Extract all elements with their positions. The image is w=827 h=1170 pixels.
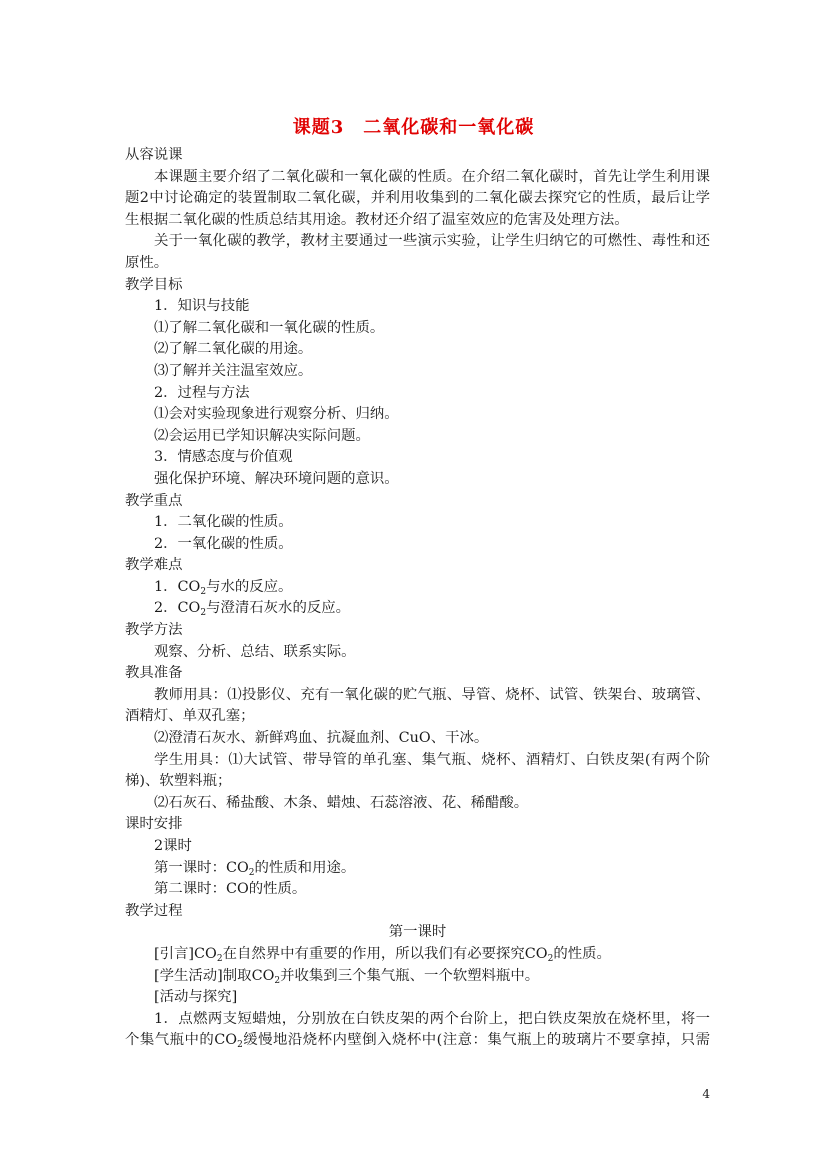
text-segment: 关于一氧化碳的教学，教材主要通过一些演示实验，让学生归纳它的可燃性、毒性和还 xyxy=(154,233,710,250)
page-title: 课题3 二氧化碳和一氧化碳 xyxy=(292,117,535,138)
body-text xyxy=(125,145,710,1052)
text-line xyxy=(125,879,710,901)
text-line xyxy=(125,361,710,383)
text-segment: 酒精灯、单双孔塞； xyxy=(125,708,255,725)
text-line xyxy=(125,620,710,642)
text-segment: 的性质。 xyxy=(553,945,611,962)
text-line xyxy=(125,231,710,253)
text-line xyxy=(125,426,710,448)
text-segment: 第一课时：CO xyxy=(154,859,249,876)
text-segment: 梯)、软塑料瓶； xyxy=(125,773,232,790)
text-line xyxy=(125,706,710,728)
text-segment: 并收集到三个集气瓶、一个软塑料瓶中。 xyxy=(280,967,540,984)
text-segment: 1．点燃两支短蜡烛，分别放在白铁皮架的两个台阶上，把白铁皮架放在烧杯里，将一 xyxy=(154,1010,710,1027)
text-line xyxy=(125,534,710,556)
text-segment: 课时安排 xyxy=(125,816,183,833)
text-segment: 教师用具：⑴投影仪、充有一氧化碳的贮气瓶、导管、烧杯、试管、铁架台、玻璃管、 xyxy=(154,686,710,703)
text-line xyxy=(125,814,710,836)
text-line xyxy=(125,1030,710,1052)
text-segment: ⑵石灰石、稀盐酸、木条、蜡烛、石蕊溶液、花、稀醋酸。 xyxy=(154,794,529,811)
text-segment: 与澄清石灰水的反应。 xyxy=(206,600,351,617)
text-line xyxy=(125,512,710,534)
text-line xyxy=(125,1009,710,1031)
text-line xyxy=(125,188,710,210)
text-line xyxy=(125,728,710,750)
text-segment: 个集气瓶中的CO xyxy=(125,1032,238,1049)
text-line xyxy=(125,858,710,880)
text-segment: 教学过程 xyxy=(125,902,183,919)
text-segment: 3．情感态度与价值观 xyxy=(154,449,293,466)
text-line xyxy=(125,771,710,793)
text-line xyxy=(125,469,710,491)
text-segment: 从容说课 xyxy=(125,147,183,163)
text-segment: 第二课时：CO的性质。 xyxy=(154,881,307,898)
text-line xyxy=(125,922,710,944)
text-line xyxy=(125,253,710,275)
text-line xyxy=(125,598,710,620)
text-segment: 2．过程与方法 xyxy=(154,384,250,401)
text-segment: ⑴了解二氧化碳和一氧化碳的性质。 xyxy=(154,319,385,336)
subscript: 2 xyxy=(237,1040,243,1051)
text-segment: 2课时 xyxy=(154,838,192,854)
text-segment: ⑵澄清石灰水、新鲜鸡血、抗凝血剂、CuO、干冰。 xyxy=(154,730,489,747)
text-segment: 与水的反应。 xyxy=(206,578,293,595)
text-segment: ⑶了解并关注温室效应。 xyxy=(154,362,313,379)
text-segment: 缓慢地沿烧杯内壁倒入烧杯中(注意：集气瓶上的玻璃片不要拿掉，只需 xyxy=(242,1032,710,1049)
text-line xyxy=(125,901,710,923)
text-segment: 1．CO xyxy=(154,578,201,595)
text-segment: 原性。 xyxy=(125,254,169,271)
text-segment: 教具准备 xyxy=(125,665,183,682)
text-segment: 2．一氧化碳的性质。 xyxy=(154,535,293,552)
text-line xyxy=(125,555,710,577)
text-segment: ⑵会运用已学知识解决实际问题。 xyxy=(154,427,370,444)
text-line xyxy=(125,404,710,426)
subscript: 2 xyxy=(274,975,281,986)
subscript: 2 xyxy=(216,953,223,964)
text-segment: 本课题主要介绍了二氧化碳和一氧化碳的性质。在介绍二氧化碳时，首先让学生利用课 xyxy=(154,168,710,185)
text-segment: ⑵了解二氧化碳的用途。 xyxy=(154,341,313,358)
text-line xyxy=(125,447,710,469)
text-segment: 教学方法 xyxy=(125,622,183,639)
subscript: 2 xyxy=(200,608,207,619)
text-segment: [引言]CO xyxy=(154,945,217,962)
text-line xyxy=(125,750,710,772)
text-line xyxy=(125,577,710,599)
text-line xyxy=(125,793,710,815)
text-line xyxy=(125,944,710,966)
text-segment: 2．CO xyxy=(154,600,201,617)
text-segment: 教学重点 xyxy=(125,492,183,509)
text-segment: 教学目标 xyxy=(125,276,183,293)
text-segment: 1．二氧化碳的性质。 xyxy=(154,514,293,531)
text-line xyxy=(125,836,710,858)
text-line xyxy=(125,167,710,189)
text-line xyxy=(125,210,710,232)
text-line xyxy=(125,145,710,167)
text-line xyxy=(125,318,710,340)
text-line xyxy=(125,296,710,318)
text-segment: 1．知识与技能 xyxy=(154,298,250,315)
subscript: 2 xyxy=(200,586,207,597)
text-segment: 学生用具：⑴大试管、带导管的单孔塞、集气瓶、烧杯、酒精灯、白铁皮架(有两个阶 xyxy=(154,751,710,768)
text-segment: 在自然界中有重要的作用，所以我们有必要探究CO xyxy=(222,945,548,962)
text-segment: 观察、分析、总结、联系实际。 xyxy=(154,643,356,660)
text-line xyxy=(125,339,710,361)
text-line xyxy=(125,987,710,1009)
text-segment: [学生活动]制取CO xyxy=(154,967,275,984)
text-line xyxy=(125,685,710,707)
text-segment: ⑴会对实验现象进行观察分析、归纳。 xyxy=(154,406,399,423)
subscript: 2 xyxy=(547,953,554,964)
text-segment: 第一课时 xyxy=(388,924,447,941)
text-segment: [活动与探究] xyxy=(154,989,238,1006)
text-line xyxy=(125,491,710,513)
text-line xyxy=(125,383,710,405)
text-segment: 生根据二氧化碳的性质总结其用途。教材还介绍了温室效应的危害及处理方法。 xyxy=(125,211,629,228)
text-line xyxy=(125,966,710,988)
text-line xyxy=(125,663,710,685)
text-line xyxy=(125,642,710,664)
text-segment: 题2中讨论确定的装置制取二氧化碳，并利用收集到的二氧化碳去探究它的性质，最后让学 xyxy=(125,190,710,207)
text-line xyxy=(125,275,710,297)
page-number: 4 xyxy=(702,1087,710,1101)
text-segment: 强化保护环境、解决环境问题的意识。 xyxy=(154,470,399,487)
subscript: 2 xyxy=(248,867,255,878)
text-segment: 教学难点 xyxy=(125,557,183,574)
text-segment: 的性质和用途。 xyxy=(254,859,356,876)
